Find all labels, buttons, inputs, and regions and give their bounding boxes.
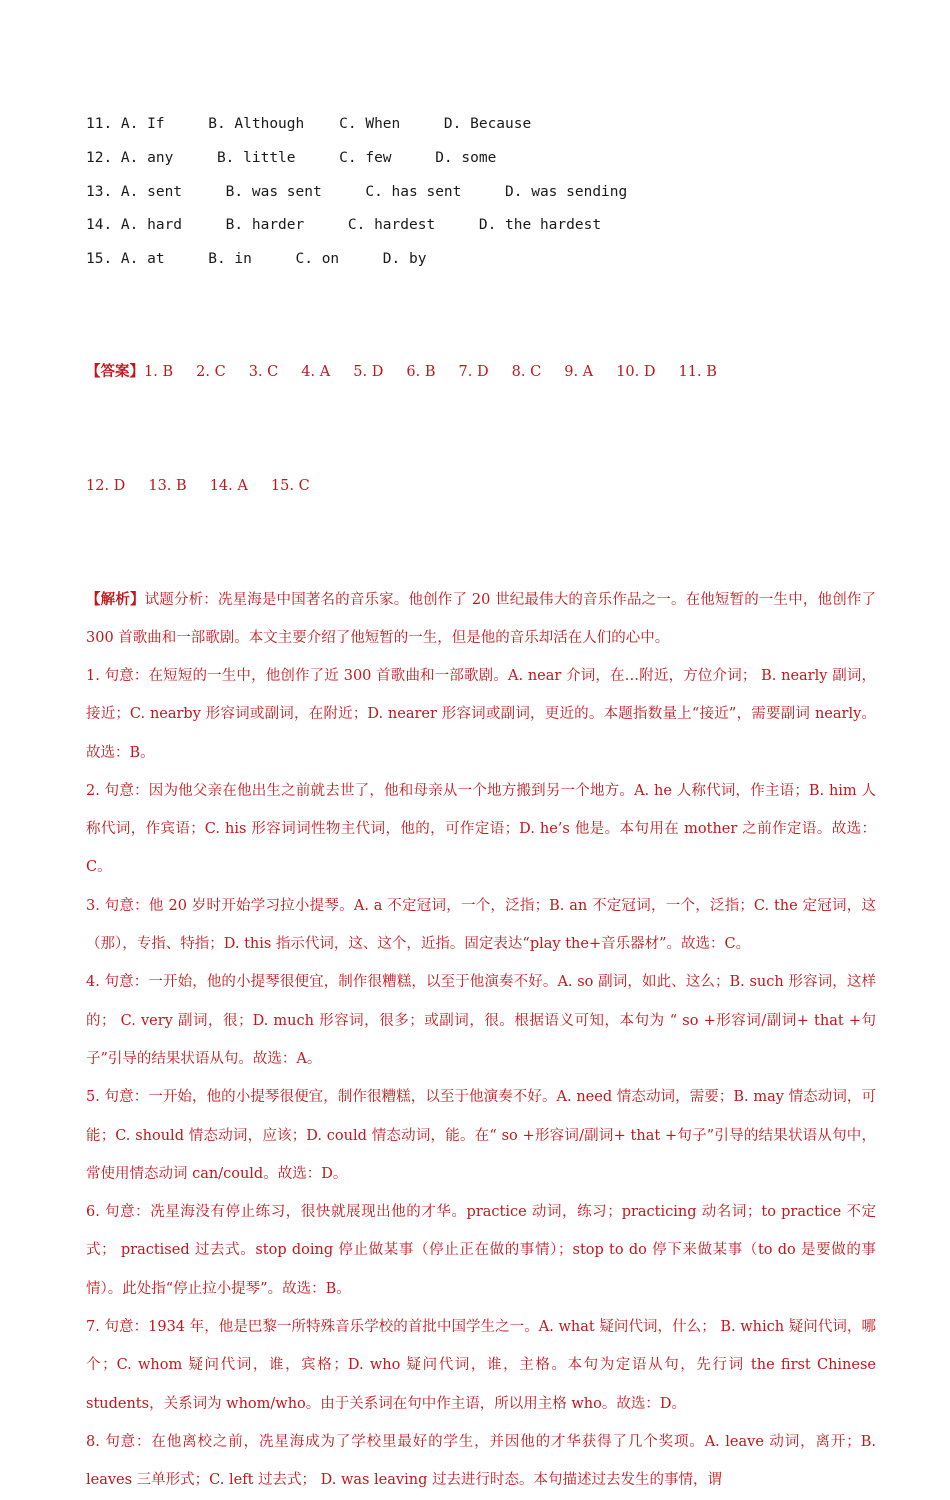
analysis-summary: 试题分析：冼星海是中国著名的音乐家。他创作了 20 世纪最伟大的音乐作品之一。在他短暂的一生中，他创作了 300 首歌曲和一部歌剧。本文主要介绍了他短暂的一生，但是他的音乐却活在人们的心中。	[86, 591, 877, 646]
analysis-intro	[86, 581, 876, 657]
answer-tag: 【答案】	[86, 363, 144, 380]
question-15: 15. A. at B. in C. on D. by	[86, 251, 427, 268]
explanation-3: 3. 句意：他 20 岁时开始学习拉小提琴。A. a 不定冠词，一个，泛指；B. an 不定冠词，一个，泛指；C. the 定冠词，这（那），专指、特指；D. this 指示代词，这、这个，近指。固定表达“play the+音乐器材”。故选：C。	[86, 897, 876, 953]
explanation-7: 7. 句意：1934 年，他是巴黎一所特殊音乐学校的首批中国学生之一。A. what 疑问代词，什么； B. which 疑问代词，哪个；C. whom 疑问代词，谁，宾格；D. who 疑问代词，谁，主格。本句为定语从句，先行词 the first Chinese students，关系词为 whom/who。由于关系词在句中作主语，所以用主格 who。故选：D。	[86, 1319, 876, 1412]
explanation-5: 5. 句意：一开始，他的小提琴很便宜，制作很糟糕，以至于他演奏不好。A. need 情态动词，需要；B. may 情态动词，可能；C. should 情态动词，应该；D. could 情态动词，能。在“ so +形容词/副词+ that +句子”引导的结果状语从句中，常使用情态动词 can/could。故选：D。	[86, 1089, 876, 1182]
explanation-4: 4. 句意：一开始，他的小提琴很便宜，制作很糟糕，以至于他演奏不好。A. so 副词，如此、这么；B. such 形容词，这样的； C. very 副词，很；D. much 形容词，很多；或副词，很。根据语义可知，本句为 “ so +形容词/副词+ that +句子”引导的结果状语从句。故选：A。	[86, 974, 876, 1067]
answer-keys-1: 1. B 2. C 3. C 4. A 5. D 6. B 7. D 8. C 9. A 10. D 11. B	[144, 363, 717, 380]
document-page	[86, 108, 876, 1500]
analysis-tag: 【解析】	[86, 591, 145, 608]
answer-block	[86, 277, 876, 581]
question-13: 13. A. sent B. was sent C. has sent D. was sending	[86, 183, 628, 200]
question-14: 14. A. hard B. harder C. hardest D. the hardest	[86, 217, 602, 234]
explanation-1: 1. 句意：在短短的一生中，他创作了近 300 首歌曲和一部歌剧。A. near 介词，在…附近，方位介词； B. nearly 副词，接近；C. nearby 形容词或副词，在附近；D. nearer 形容词或副词，更近的。本题指数量上“接近”，需要副词 nearly。故选：B。	[86, 667, 876, 761]
explanation-8: 8. 句意：在他离校之前，冼星海成为了学校里最好的学生，并因他的才华获得了几个奖项。A. leave 动词，离开；B. leaves 三单形式；C. left 过去式； D. was leaving 过去进行时态。本句描述过去发生的事情，谓	[86, 1433, 876, 1489]
explanation-6: 6. 句意：冼星海没有停止练习，很快就展现出他的才华。practice 动词，练习；practicing 动名词；to practice 不定式； practised 过去式。stop doing 停止做某事（停止正在做的事情）；stop to do 停下来做某事（to do 是要做的事情）。此处指“停止拉小提琴”。故选：B。	[86, 1204, 876, 1297]
question-11: 11. A. If B. Although C. When D. Because	[86, 116, 532, 132]
explanation-2: 2. 句意：因为他父亲在他出生之前就去世了，他和母亲从一个地方搬到另一个地方。A. he 人称代词，作主语；B. him 人称代词，作宾语；C. his 形容词词性物主代词，他的，可作定语；D. he’s 他是。本句用在 mother 之前作定语。故选：C。	[86, 782, 876, 876]
question-12: 12. A. any B. little C. few D. some	[86, 149, 497, 166]
question-list	[86, 108, 876, 277]
answer-line-1	[86, 353, 876, 391]
answer-line-2: 12. D 13. B 14. A 15. C	[86, 477, 310, 494]
